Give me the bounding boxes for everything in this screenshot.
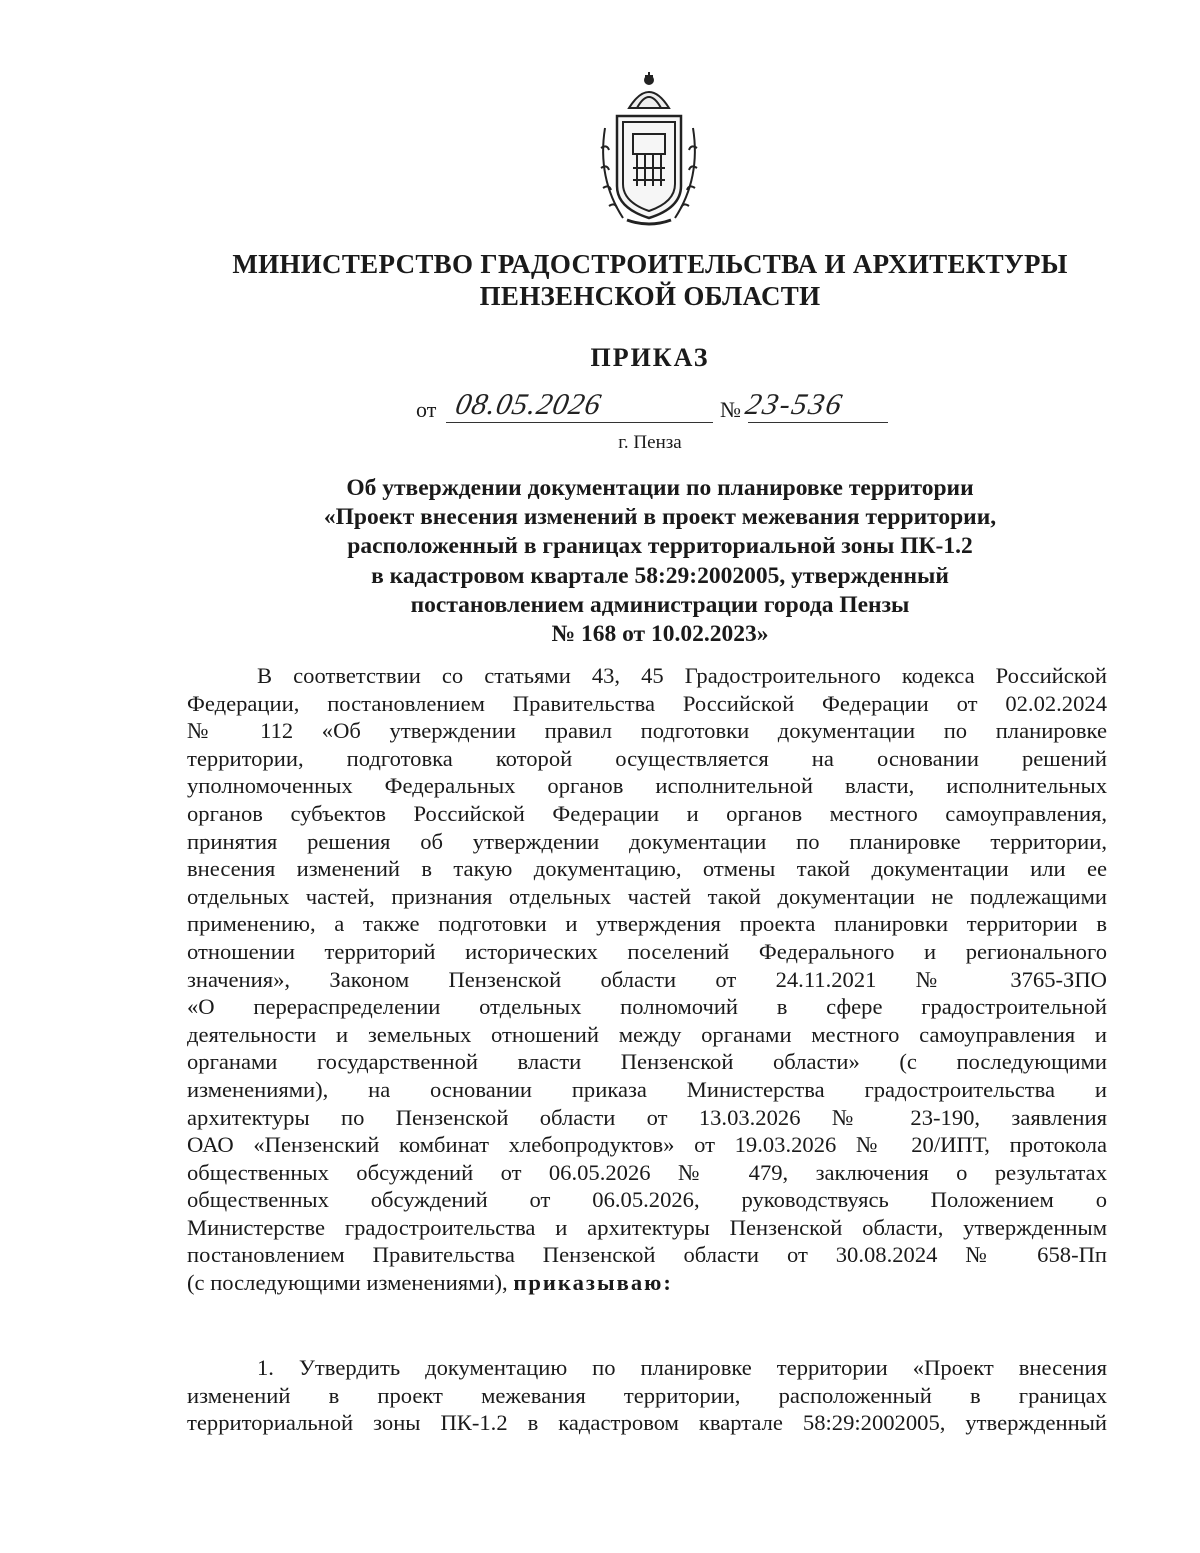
subject-line: в кадастровом квартале 58:29:2002005, утвержденный <box>371 562 949 589</box>
body-line: органами государственной власти Пензенской области» (с последующими <box>187 1049 1107 1075</box>
subject-line: Об утверждении документации по планировке территории <box>346 475 974 501</box>
body-line: внесения изменений в такую документацию, отмены такой документации или ее <box>187 856 1107 882</box>
body-line: уполномоченных Федеральных органов исполнительной власти, исполнительных <box>187 773 1107 799</box>
body-line: территориальной зоны ПК-1.2 в кадастровом квартале 58:29:2002005, утвержденный <box>187 1410 1107 1436</box>
subject-line: № 168 от 10.02.2023» <box>551 621 769 648</box>
body-line: 1. Утвердить документацию по планировке территории «Проект внесения <box>257 1355 1107 1380</box>
body-line-text: (с последующими изменениями), <box>187 1270 508 1296</box>
clause-1-paragraph <box>187 1354 1107 1437</box>
preamble-paragraph <box>187 662 1107 1297</box>
city-name: г. Пенза <box>618 432 682 453</box>
body-line-final <box>187 1269 1107 1297</box>
body-line: архитектуры по Пензенской области от 13.03.2026 № 23-190, заявления <box>187 1104 1107 1130</box>
ministry-title-line1: МИНИСТЕРСТВО ГРАДОСТРОИТЕЛЬСТВА И АРХИТЕКТУРЫ <box>232 249 1068 279</box>
body-line: принятия решения об утверждении документации по планировке территории, <box>187 828 1107 854</box>
number-prefix: № <box>720 397 741 422</box>
ministry-title-line2: ПЕНЗЕНСКОЙ ОБЛАСТИ <box>479 281 821 311</box>
subject-line: постановлением администрации города Пензы <box>410 591 910 618</box>
body-line: «О перераспределении отдельных полномочий в сфере градостроительной <box>187 994 1107 1020</box>
body-line: применению, а также подготовки и утверждения проекта планировки территории в <box>187 911 1107 937</box>
coat-of-arms-emblem <box>593 68 705 230</box>
body-line: постановлением Правительства Пензенской области от 30.08.2024 № 658-Пп <box>187 1242 1107 1268</box>
body-line: Министерстве градостроительства и архитектуры Пензенской области, утвержденным <box>187 1214 1107 1240</box>
number-value-handwritten: 23-536 <box>742 388 847 421</box>
subject-line: «Проект внесения изменений в проект межевания территории, <box>323 504 997 531</box>
body-line: отдельных частей, признания отдельных частей такой документации не подлежащими <box>187 883 1107 909</box>
order-keyword: приказываю: <box>513 1270 673 1296</box>
body-line: общественных обсуждений от 06.05.2026, руководствуясь Положением о <box>187 1187 1107 1213</box>
body-line: № 112 «Об утверждении правил подготовки документации по планировке <box>187 718 1107 744</box>
body-line: Федерации, постановлением Правительства Российской Федерации от 02.02.2024 <box>187 690 1107 716</box>
body-line: значения», Законом Пензенской области от 24.11.2021 № 3765-ЗПО <box>187 966 1107 992</box>
body-line: изменениями), на основании приказа Министерства градостроительства и <box>187 1076 1107 1102</box>
body-line: территории, подготовка которой осуществляется на основании решений <box>187 745 1107 771</box>
body-line: отношении территорий исторических поселений Федерального и регионального <box>187 938 1107 964</box>
body-line: изменений в проект межевания территории, расположенный в границах <box>187 1382 1107 1408</box>
body-line: органов субъектов Российской Федерации и органов местного самоуправления, <box>187 800 1107 826</box>
date-underline <box>446 422 713 423</box>
body-line: общественных обсуждений от 06.05.2026 № 479, заключения о результатах <box>187 1159 1107 1185</box>
number-underline <box>748 422 888 423</box>
date-value-handwritten: 08.05.2026 <box>452 388 605 421</box>
body-line: ОАО «Пензенский комбинат хлебопродуктов» от 19.03.2026 № 20/ИПТ, протокола <box>187 1132 1107 1158</box>
subject-line: расположенный в границах территориальной зоны ПК-1.2 <box>347 533 973 560</box>
ministry-title <box>160 248 1140 312</box>
date-number-line <box>412 388 892 434</box>
body-line: деятельности и земельных отношений между органами местного самоуправления и <box>187 1021 1107 1047</box>
date-prefix: от <box>416 397 437 422</box>
body-line: В соответствии со статьями 43, 45 Градостроительного кодекса Российской <box>257 663 1107 688</box>
subject-title <box>160 474 1160 649</box>
document-type: ПРИКАЗ <box>590 343 710 372</box>
